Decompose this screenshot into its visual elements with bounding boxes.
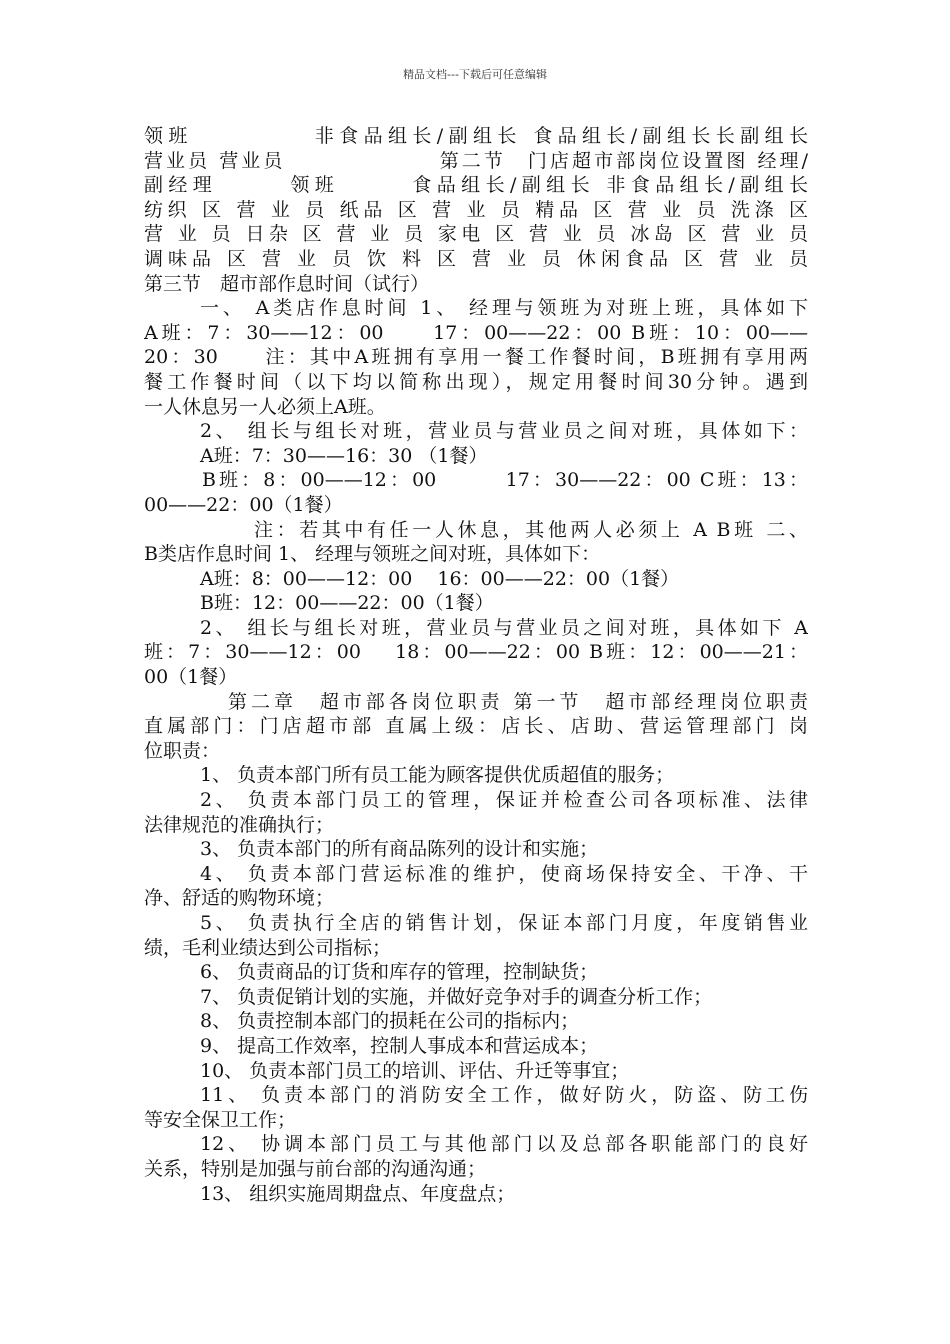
text-line: 法律规范的准确执行； (144, 813, 335, 836)
text-line: 纺织 区 营 业 员 纸品 区 营 业 员 精品 区 营 业 员 洗涤 区 (144, 198, 808, 221)
document-body (144, 124, 808, 1206)
text-line: 一、 A类店作息时间 1、 经理与领班为对班上班，具体如下 (200, 297, 808, 320)
text-line: 副经理 领班 食品组长/副组长 非食品组长/副组长 (144, 174, 808, 197)
text-line: 直属部门：门店超市部 直属上级：店长、店助、营运管理部门 岗 (144, 715, 808, 738)
text-line: 营业员 营业员 第二节 门店超市部岗位设置图 经理/ (144, 149, 808, 172)
text-line: B班：12：00——22：00（1餐） (200, 592, 494, 615)
text-line: 3、 负责本部门的所有商品陈列的设计和实施； (200, 838, 599, 861)
text-line: 第三节 超市部作息时间（试行） (144, 272, 430, 295)
text-line: 等安全保卫工作； (144, 1108, 297, 1131)
text-line: 6、 负责商品的订货和库存的管理，控制缺货； (200, 961, 599, 984)
text-line: 绩，毛利业绩达到公司指标； (144, 936, 392, 959)
text-line: 10、 负责本部门员工的培训、评估、升迁等事宜； (200, 1059, 630, 1082)
text-line: 注：若其中有任一人休息，其他两人必须上 A B班 二、 (254, 518, 808, 541)
text-line: 调味品 区 营 业 员 饮 料 区 营 业 员 休闲食品 区 营 业 员 (144, 247, 808, 270)
text-line: 营 业 员 日杂 区 营 业 员 家电 区 营 业 员 冰岛 区 营 业 员 (144, 223, 808, 246)
text-line: 餐工作餐时间（以下均以简称出现），规定用餐时间30分钟。遇到 (144, 370, 808, 393)
text-line: 00（1餐） (144, 666, 238, 689)
text-line: 11、 负责本部门的消防安全工作，做好防火，防盗、防工伤 (200, 1084, 808, 1107)
text-line: 5、 负责执行全店的销售计划，保证本部门月度，年度销售业 (200, 912, 808, 934)
text-line: 位职责： (144, 739, 221, 762)
text-line: 1、 负责本部门所有员工能为顾客提供优质超值的服务； (200, 764, 675, 787)
text-line: 9、 提高工作效率，控制人事成本和营运成本； (200, 1034, 599, 1057)
text-line: B班：8：00——12：00 17：30——22：00 C班：13： (202, 469, 808, 492)
text-line: A班：7：30——12：00 17：00——22：00 B班：10：00—— (144, 321, 808, 344)
page-header: 精品文档---下载后可任意编辑 (403, 68, 547, 81)
text-line: 一人休息另一人必须上A班。 (144, 395, 386, 418)
text-line: 班：7：30——12：00 18：00——22：00 B班：12：00——21： (144, 641, 808, 664)
text-line: A班：7：30——16：30 （1餐） (200, 444, 488, 467)
text-line: 20：30 注：其中A班拥有享用一餐工作餐时间，B班拥有享用两 (144, 346, 808, 369)
text-line: 00——22：00（1餐） (144, 493, 343, 516)
text-line: 2、 组长与组长对班，营业员与营业员之间对班，具体如下： (200, 420, 808, 443)
text-line: 净、舒适的购物环境； (144, 887, 335, 910)
text-line: B类店作息时间 1、 经理与领班之间对班，具体如下： (144, 543, 601, 566)
text-line: 12、 协调本部门员工与其他部门以及总部各职能部门的良好 (200, 1133, 808, 1156)
text-line: 7、 负责促销计划的实施，并做好竞争对手的调查分析工作； (200, 985, 713, 1008)
text-line: A班：8：00——12：00 16：00——22：00（1餐） (200, 567, 680, 590)
text-line: 关系，特别是加强与前台部的沟通沟通； (144, 1157, 487, 1180)
text-line: 领班 非食品组长/副组长 食品组长/副组长长副组长 (144, 125, 808, 147)
text-line: 4、 负责本部门营运标准的维护，使商场保持安全、干净、干 (200, 862, 808, 885)
text-line: 2、 组长与组长对班，营业员与营业员之间对班，具体如下 A (200, 616, 808, 639)
text-line: 第二章 超市部各岗位职责 第一节 超市部经理岗位职责 (228, 690, 808, 713)
text-line: 2、 负责本部门员工的管理，保证并检查公司各项标准、法律 (200, 789, 808, 812)
text-line: 8、 负责控制本部门的损耗在公司的指标内； (200, 1010, 580, 1033)
text-line: 13、 组织实施周期盘点、年度盘点； (200, 1182, 516, 1205)
